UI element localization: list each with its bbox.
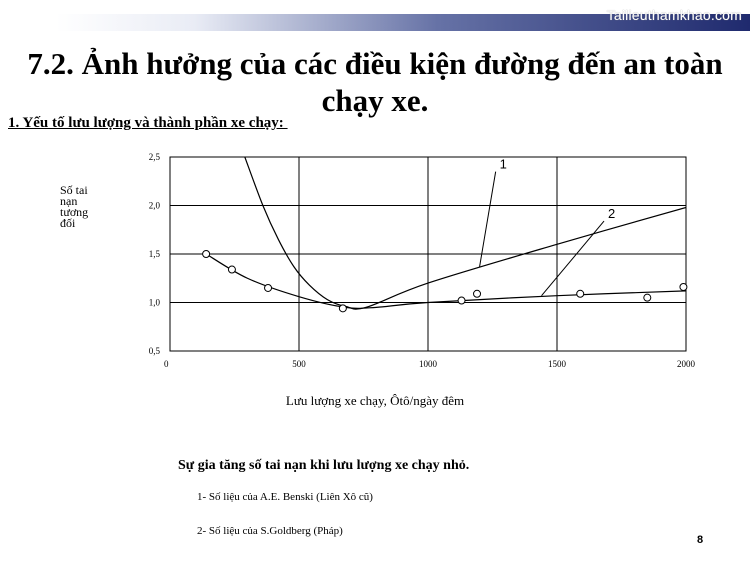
series-line-2: [206, 254, 686, 308]
series-label-leader: [480, 172, 496, 267]
y-tick-label: 1,0: [148, 297, 160, 308]
data-point: [339, 305, 346, 312]
section-heading: 1. Yếu tố lưu lượng và thành phần xe chạy:: [8, 115, 288, 131]
y-axis-label: [60, 185, 124, 229]
y-tick-label: 0,5: [148, 346, 160, 356]
chart-series: [206, 157, 686, 309]
data-point: [228, 266, 235, 273]
y-tick-label: 1,5: [148, 249, 160, 259]
series-label: 2: [608, 206, 616, 222]
chart-series-labels: [480, 157, 616, 296]
x-tick-label: 1000: [419, 359, 437, 369]
data-point: [644, 294, 651, 301]
legend-item: 1- Số liệu của A.E. Benski (Liên Xô cũ): [197, 491, 373, 503]
x-tick-label: 500: [292, 359, 306, 369]
y-axis-label-line: tương: [60, 205, 89, 219]
series-label-leader: [542, 221, 605, 296]
legend-item: 2- Số liệu của S.Goldberg (Pháp): [197, 525, 343, 537]
data-point: [203, 251, 210, 258]
y-axis-label-line: Số tai: [60, 183, 88, 197]
slide-title: 7.2. Ảnh hưởng của các điều kiện đường đến an toàn chạy xe.: [27, 46, 723, 118]
watermark: Tailieuthamkhao.com: [606, 7, 742, 23]
chart-caption: Sự gia tăng số tai nạn khi lưu lượng xe chạy nhỏ.: [178, 458, 470, 473]
series-line-1: [245, 157, 686, 309]
x-tick-label: 1500: [548, 359, 566, 369]
data-point: [458, 297, 465, 304]
y-axis-label-line: đối: [60, 216, 76, 230]
x-axis-label: Lưu lượng xe chạy, Ôtô/ngày đêm: [285, 393, 465, 408]
data-point: [265, 284, 272, 291]
y-tick-label: 2,0: [148, 200, 160, 211]
series-label: 1: [499, 156, 507, 172]
page-number: 8: [697, 534, 704, 546]
data-point: [577, 290, 584, 297]
y-tick-label: 2,5: [148, 152, 160, 162]
x-tick-label: 0: [164, 359, 169, 369]
data-point: [474, 290, 481, 297]
chart-grid: [170, 157, 686, 351]
data-point: [680, 283, 687, 290]
y-axis-label-line: nạn: [60, 194, 78, 208]
chart-ticks: [149, 152, 696, 369]
x-tick-label: 2000: [677, 359, 695, 369]
